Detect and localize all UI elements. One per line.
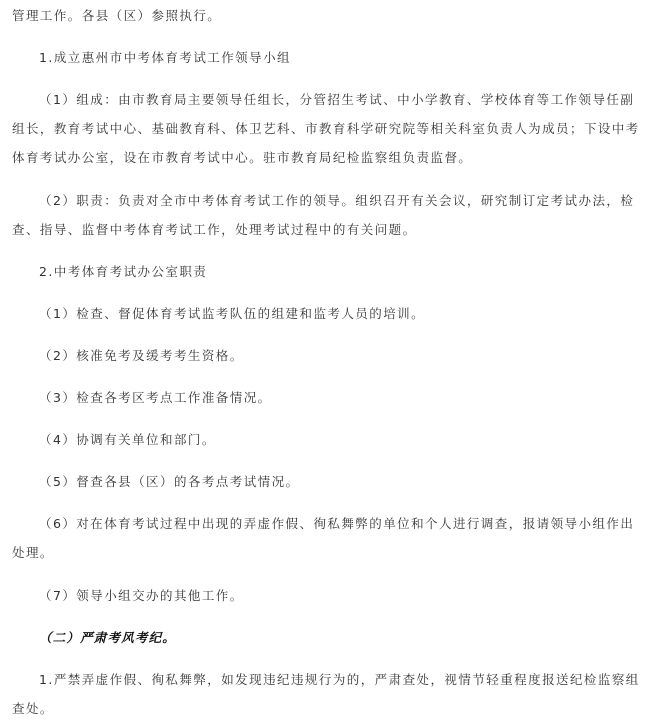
list-item: （3）检查各考区考点工作准备情况。 xyxy=(39,390,272,405)
paragraph-line: 管理工作。各县（区）参照执行。 xyxy=(12,8,222,23)
section-heading-2: 2.中考体育考试办公室职责 xyxy=(39,264,208,279)
section-heading-bold: （二）严肃考风考纪。 xyxy=(39,630,177,645)
list-item: （2）核准免考及缓考考生资格。 xyxy=(39,348,244,363)
paragraph-line: 体育考试办公室，设在市教育考试中心。驻市教育局纪检监察组负责监督。 xyxy=(12,150,473,165)
list-item: （6）对在体育考试过程中出现的弄虚作假、徇私舞弊的单位和个人进行调查，报请领导小组作出 xyxy=(39,516,635,531)
list-item: （4）协调有关单位和部门。 xyxy=(39,432,216,447)
paragraph-line: （2）职责：负责对全市中考体育考试工作的领导。组织召开有关会议，研究制订定考试办法，检 xyxy=(39,193,635,208)
list-item: （1）检查、督促体育考试监考队伍的组建和监考人员的培训。 xyxy=(39,306,426,321)
paragraph-line: 查处。 xyxy=(12,701,54,716)
section-heading-1: 1.成立惠州市中考体育考试工作领导小组 xyxy=(39,50,291,65)
list-item: （5）督查各县（区）的各考点考试情况。 xyxy=(39,474,300,489)
paragraph-line: 组长，教育考试中心、基础教育科、体卫艺科、市教育科学研究院等相关科室负责人为成员；下设中考 xyxy=(12,121,640,136)
paragraph-line: 处理。 xyxy=(12,545,54,560)
paragraph-line: 查、指导、监督中考体育考试工作，处理考试过程中的有关问题。 xyxy=(12,222,417,237)
paragraph-line: （1）组成：由市教育局主要领导任组长，分管招生考试、中小学教育、学校体育等工作领导任副 xyxy=(39,92,635,107)
paragraph-line: 1.严禁弄虚作假、徇私舞弊，如发现违纪违规行为的，严肃查处，视情节轻重程度报送纪检监察组 xyxy=(39,672,640,687)
list-item: （7）领导小组交办的其他工作。 xyxy=(39,588,244,603)
